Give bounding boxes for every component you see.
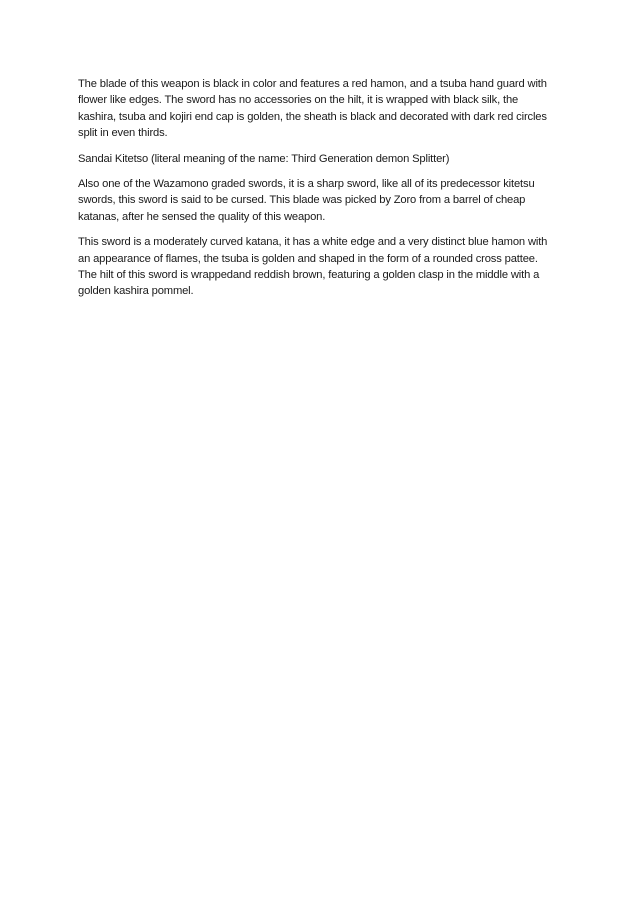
paragraph-katana-description: This sword is a moderately curved katana, it has a white edge and a very distinct blue hamon with an appearance of flames, the tsuba is golden and shaped in the form of a rounded cross pattee. The hilt of this sword is wrappedand reddish brown, featuring a golden clasp in the middle with a golden kashira pommel. [78,236,548,298]
paragraph-blade-description: The blade of this weapon is black in color and features a red hamon, and a tsuba hand guard with flower like edges. The sword has no accessories on the hilt, it is wrapped with black silk, the kashira, tsuba and kojiri end cap is golden, the sheath is black and decorated with dark red circles split in even thirds. [78,78,547,140]
paragraph-wazamono-description: Also one of the Wazamono graded swords, it is a sharp sword, like all of its predecessor kitetsu swords, this sword is said to be cursed. This blade was picked by Zoro from a barrel of cheap katanas, after he sensed the quality of this weapon. [78,178,535,223]
document-body [78,76,558,309]
paragraph-sandai-kitetsu-heading: Sandai Kitetso (literal meaning of the name: Third Generation demon Splitter) [78,152,450,165]
